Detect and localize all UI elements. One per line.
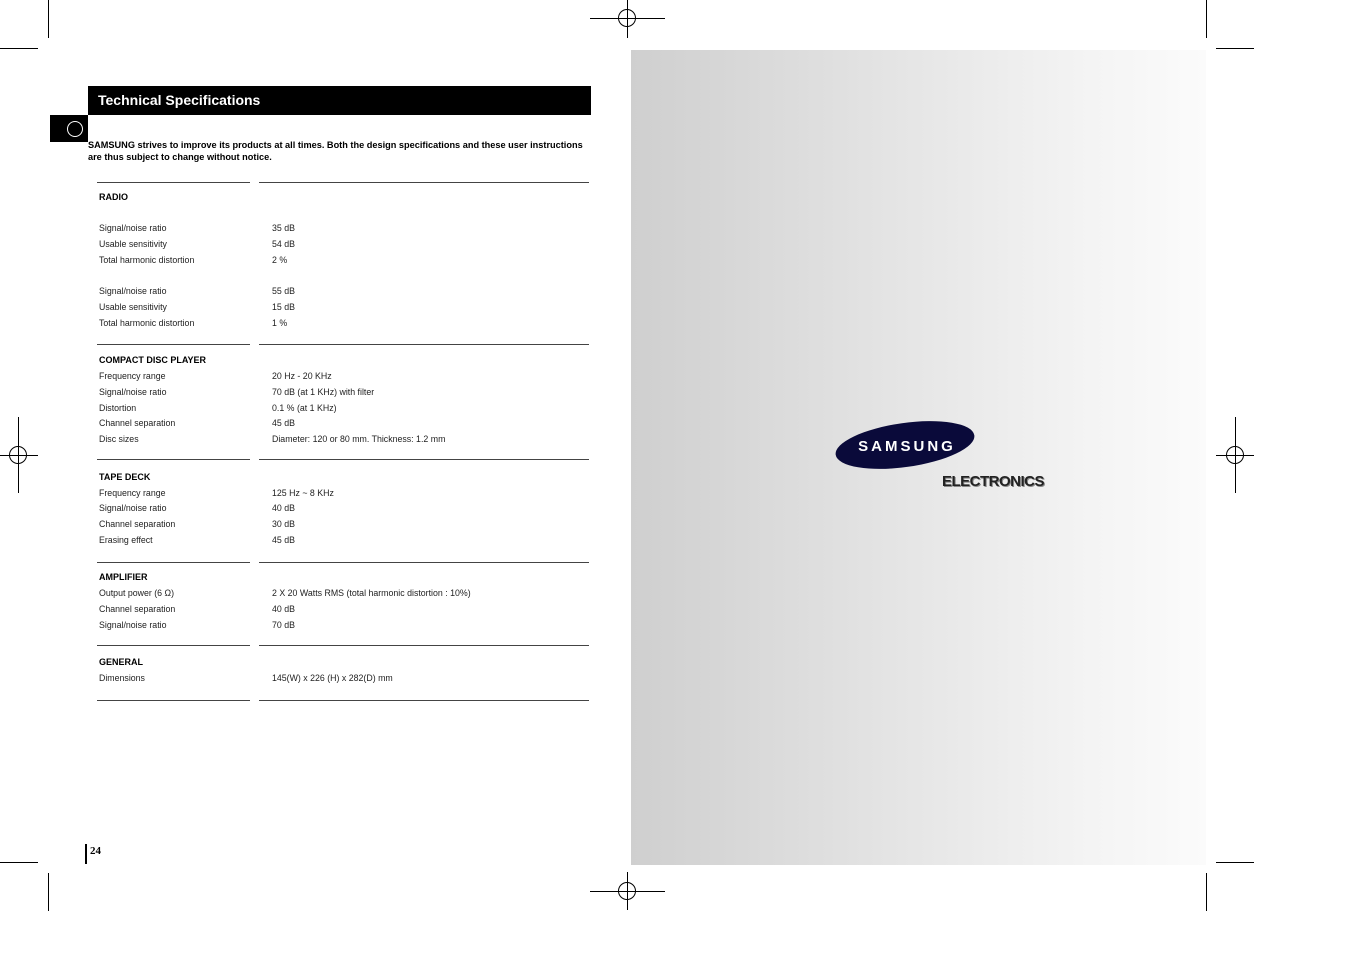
spec-value: 54 dB xyxy=(272,239,295,249)
logo-wordmark: SAMSUNG xyxy=(858,438,956,455)
spec-label: Frequency range xyxy=(99,488,166,498)
language-tab xyxy=(50,115,88,142)
section-rule xyxy=(97,562,250,563)
section-heading-amplifier: AMPLIFIER xyxy=(99,572,148,582)
spec-label: Output power (6 Ω) xyxy=(99,588,175,598)
spec-value: 2 % xyxy=(272,255,288,265)
spec-label: Signal/noise ratio xyxy=(99,387,167,397)
section-rule xyxy=(259,182,589,183)
page-title: Technical Specifications xyxy=(88,86,591,115)
section-rule xyxy=(259,645,589,646)
spec-value: 1 % xyxy=(272,318,288,328)
spec-value: 70 dB xyxy=(272,620,295,630)
spec-label: Erasing effect xyxy=(99,535,153,545)
spec-value: 2 X 20 Watts RMS (total harmonic distortion : 10%) xyxy=(272,588,471,598)
spec-value: 55 dB xyxy=(272,286,295,296)
spec-label: Channel separation xyxy=(99,604,176,614)
spec-label: Distortion xyxy=(99,403,137,413)
spec-value: Diameter: 120 or 80 mm. Thickness: 1.2 mm xyxy=(272,434,446,444)
page-number-bar xyxy=(85,844,87,864)
spec-value: 40 dB xyxy=(272,604,295,614)
section-rule xyxy=(259,459,589,460)
logo-subtitle: ELECTRONICS xyxy=(942,473,1045,490)
spec-value: 20 Hz - 20 KHz xyxy=(272,371,332,381)
spec-label: Total harmonic distortion xyxy=(99,318,195,328)
spec-label: Signal/noise ratio xyxy=(99,620,167,630)
spec-label: Usable sensitivity xyxy=(99,302,167,312)
spec-value: 35 dB xyxy=(272,223,295,233)
spec-value: 145(W) x 226 (H) x 282(D) mm xyxy=(272,673,393,683)
section-rule xyxy=(259,700,589,701)
section-rule xyxy=(97,182,250,183)
spec-value: 125 Hz ~ 8 KHz xyxy=(272,488,334,498)
spec-value: 40 dB xyxy=(272,503,295,513)
spec-label: Frequency range xyxy=(99,371,166,381)
section-rule xyxy=(97,344,250,345)
section-rule xyxy=(259,562,589,563)
section-rule xyxy=(97,700,250,701)
spec-label: Signal/noise ratio xyxy=(99,503,167,513)
spec-value: 45 dB xyxy=(272,418,295,428)
section-heading-tape: TAPE DECK xyxy=(99,472,151,482)
spec-value: 15 dB xyxy=(272,302,295,312)
section-rule xyxy=(259,344,589,345)
samsung-logo xyxy=(832,417,982,473)
spec-label: Signal/noise ratio xyxy=(99,286,167,296)
section-heading-general: GENERAL xyxy=(99,657,144,667)
section-rule xyxy=(97,645,250,646)
intro-notice: SAMSUNG strives to improve its products at all times. Both the design specifications and these user instructions are thus subject to change without notice. xyxy=(88,140,583,162)
spec-label: Channel separation xyxy=(99,519,176,529)
spec-label: Signal/noise ratio xyxy=(99,223,167,233)
page-number: 24 xyxy=(90,845,101,857)
spec-label: Usable sensitivity xyxy=(99,239,167,249)
spec-value: 70 dB (at 1 KHz) with filter xyxy=(272,387,375,397)
spec-value: 45 dB xyxy=(272,535,295,545)
spec-value: 30 dB xyxy=(272,519,295,529)
circle-icon xyxy=(67,121,83,137)
spec-value: 0.1 % (at 1 KHz) xyxy=(272,403,337,413)
section-heading-radio: RADIO xyxy=(99,192,128,202)
section-heading-cd: COMPACT DISC PLAYER xyxy=(99,355,207,365)
section-rule xyxy=(97,459,250,460)
spec-label: Channel separation xyxy=(99,418,176,428)
spec-label: Dimensions xyxy=(99,673,145,683)
spec-label: Disc sizes xyxy=(99,434,139,444)
spec-label: Total harmonic distortion xyxy=(99,255,195,265)
